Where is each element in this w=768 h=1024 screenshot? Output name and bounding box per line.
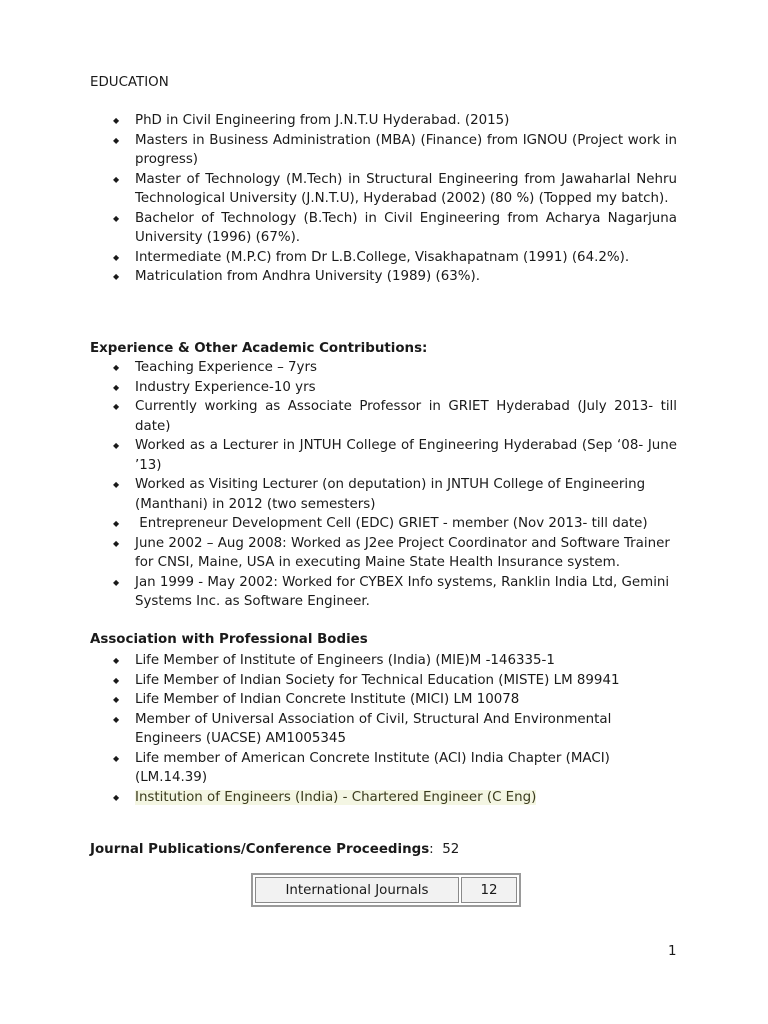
publications-line (90, 840, 459, 860)
list-item: ◆ PhD in Civil Engineering from J.N.T.U Hyderabad. (2015) (135, 111, 677, 131)
experience-heading: Experience & Other Academic Contributions: (90, 341, 428, 356)
publications-separator: : (429, 842, 434, 857)
journals-table (251, 873, 521, 907)
list-item: ◆ Industry Experience-10 yrs (135, 378, 677, 398)
table-cell-category: International Journals (255, 877, 459, 903)
list-item: ◆ Worked as Visiting Lecturer (on deputation) in JNTUH College of Engineering (Manthani) in 2012 (two semesters) (135, 475, 677, 514)
list-item: ◆ June 2002 – Aug 2008: Worked as J2ee Project Coordinator and Software Trainer for CNSI, Maine, USA in executing Maine State Health Insurance system. (135, 534, 677, 573)
list-item: ◆ Life Member of Institute of Engineers (India) (MIE)M -146335-1 (135, 651, 677, 671)
table-row (255, 877, 517, 903)
list-item: ◆ Life Member of Indian Society for Technical Education (MISTE) LM 89941 (135, 671, 677, 691)
list-item: ◆ Matriculation from Andhra University (1989) (63%). (135, 267, 677, 287)
list-item: ◆ Bachelor of Technology (B.Tech) in Civil Engineering from Acharya Nagarjuna University (1996) (67%). (135, 209, 677, 248)
list-item: ◆ Life Member of Indian Concrete Institute (MICI) LM 10078 (135, 690, 677, 710)
list-item (135, 788, 677, 808)
education-list (135, 111, 677, 287)
education-heading: EDUCATION (90, 75, 169, 90)
list-item: ◆ Worked as a Lecturer in JNTUH College of Engineering Hyderabad (Sep ‘08- June ’13) (135, 436, 677, 475)
list-item: ◆ Member of Universal Association of Civil, Structural And Environmental Engineers (UACSE) AM1005345 (135, 710, 677, 749)
list-item: ◆ Masters in Business Administration (MBA) (Finance) from IGNOU (Project work in progress) (135, 131, 677, 170)
table-cell-value: 12 (461, 877, 517, 903)
association-list (135, 651, 677, 807)
highlighted-text: Institution of Engineers (India) - Chartered Engineer (C Eng) (135, 789, 537, 805)
list-item: ◆ Jan 1999 - May 2002: Worked for CYBEX Info systems, Ranklin India Ltd, Gemini Systems Inc. as Software Engineer. (135, 573, 677, 612)
page-number: 1 (668, 944, 677, 959)
publications-count: 52 (442, 842, 460, 857)
publications-label: Journal Publications/Conference Proceedings (90, 842, 430, 857)
list-item: ◆ Entrepreneur Development Cell (EDC) GRIET - member (Nov 2013- till date) (135, 514, 677, 534)
association-heading: Association with Professional Bodies (90, 632, 368, 647)
experience-list (135, 358, 677, 612)
list-item: ◆ Currently working as Associate Professor in GRIET Hyderabad (July 2013- till date) (135, 397, 677, 436)
list-item: ◆ Life member of American Concrete Institute (ACI) India Chapter (MACI) (LM.14.39) (135, 749, 677, 788)
list-item: ◆ Intermediate (M.P.C) from Dr L.B.College, Visakhapatnam (1991) (64.2%). (135, 248, 677, 268)
list-item: ◆ Master of Technology (M.Tech) in Structural Engineering from Jawaharlal Nehru Technological University (J.N.T.U), Hyderabad (2002) (80 %) (Topped my batch). (135, 170, 677, 209)
list-item: ◆ Teaching Experience – 7yrs (135, 358, 677, 378)
